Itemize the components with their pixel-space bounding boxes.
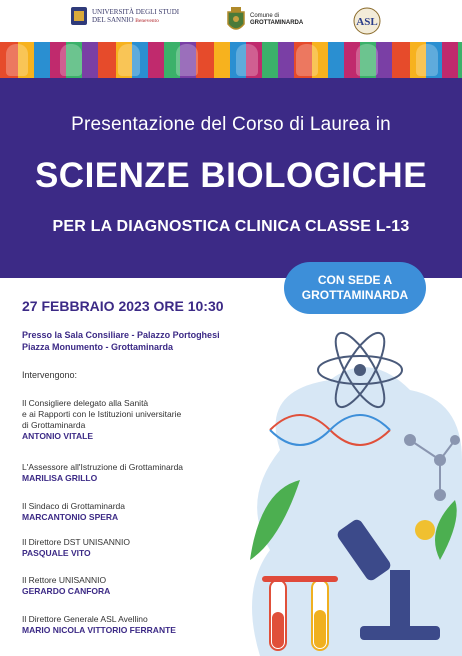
speaker-role: di Grottaminarda [22,420,86,430]
venue-line1: Presso la Sala Consiliare - Palazzo Portoghesi [22,330,220,340]
speaker-entry [22,575,110,597]
speaker-entry [22,462,183,484]
asl-label: ASL [356,16,378,28]
unisannio-line2: DEL SANNIO [92,15,134,24]
band-figure [356,44,378,76]
speaker-name: GERARDO CANFORA [22,586,111,596]
speaker-role: Il Rettore UNISANNIO [22,575,107,585]
unisannio-tag: Benevento [135,17,159,24]
unisannio-logo [70,6,179,26]
speaker-name: MARILISA GRILLO [22,473,98,483]
science-illustration [240,330,462,656]
speaker-name: MARIO NICOLA VITTORIO FERRANTE [22,625,176,635]
band-figure [60,44,82,76]
decorative-pattern-band [0,42,462,78]
speaker-name: ANTONIO VITALE [22,431,93,441]
university-seal-icon [70,6,88,26]
main-title: SCIENZE BIOLOGICHE [34,156,428,195]
band-figure [176,44,198,76]
unisannio-line1: UNIVERSITÀ DEGLI STUDI [92,7,180,16]
pre-title: Presentazione del Corso di Laurea in [71,114,391,135]
speaker-role: Il Direttore DST UNISANNIO [22,537,131,547]
intervene-label: Intervengono: [22,370,78,380]
event-venue [22,329,220,353]
badge-line2: GROTTAMINARDA [301,288,409,302]
comune-crest-icon [226,6,246,34]
event-date: 27 FEBBRAIO 2023 ORE 10:30 [22,298,224,314]
speaker-name: PASQUALE VITO [22,548,91,558]
speaker-entry [22,614,176,636]
band-figure [118,44,140,76]
speaker-role: Il Sindaco di Grottaminarda [22,501,125,511]
asl-emblem-icon [350,6,384,36]
sub-title: PER LA DIAGNOSTICA CLINICA CLASSE L-13 [52,218,410,235]
speaker-entry [22,501,125,523]
badge-line1: CON SEDE A [317,273,393,287]
speaker-role: Il Direttore Generale ASL Avellino [22,614,148,624]
speaker-name: MARCANTONIO SPERA [22,512,119,522]
venue-line2: Piazza Monumento - Grottaminarda [22,342,174,352]
band-figure [236,44,258,76]
logo-bar [0,0,462,42]
band-figure [416,44,438,76]
asl-logo [350,6,384,36]
speaker-entry [22,398,181,442]
speaker-role: Il Consigliere delegato alla Sanità [22,398,149,408]
speaker-entry [22,537,130,559]
location-badge [284,262,426,314]
band-figure [6,44,28,76]
comune-logo [226,6,303,34]
speaker-role: e ai Rapporti con le Istituzioni universitarie [22,409,182,419]
speaker-role: L'Assessore all'Istruzione di Grottaminarda [22,462,184,472]
title-banner [0,78,462,278]
comune-line1: Comune di [250,13,280,19]
band-figure [296,44,318,76]
comune-line2: GROTTAMINARDA [250,20,304,26]
